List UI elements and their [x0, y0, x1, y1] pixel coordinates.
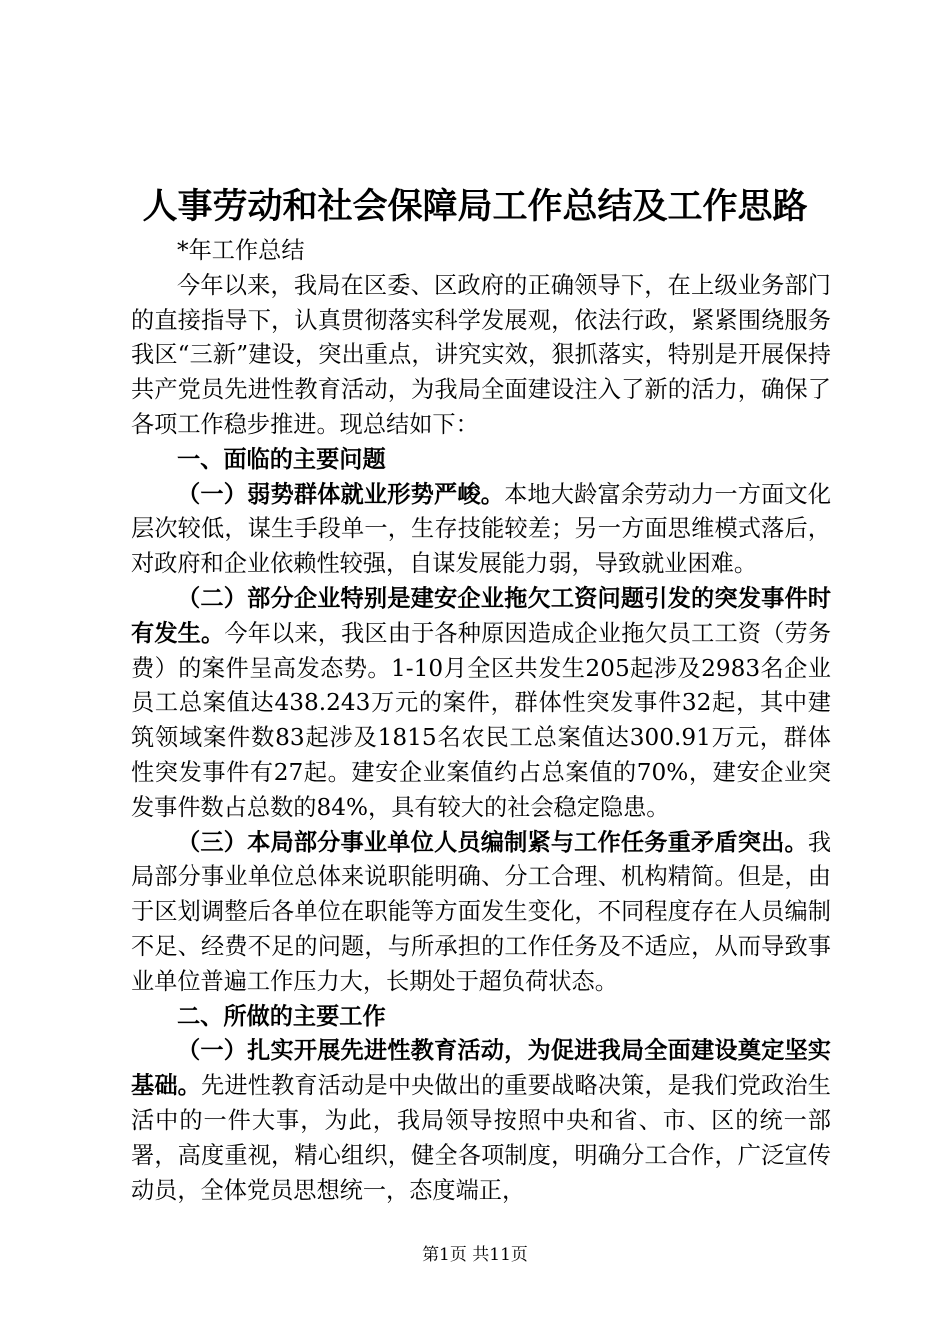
work-item-1-lead: （一）扎实开展先进性教育活动，为促进我局全面建设奠定坚实基础。 — [131, 1037, 831, 1100]
document-subtitle: *年工作总结 — [177, 237, 305, 264]
problem-item-3-text: 我局部分事业单位总体来说职能明确、分工合理、机构精简。但是，由于区划调整后各单位在职能等方面发生变化，不同程度存在人员编制不足、经费不足的问题，与所承担的工作任务及不适应，从而导致事业单位普遍工作压力大，长期处于超负荷状态。 — [131, 828, 831, 995]
document-title: 人事劳动和社会保障局工作总结及工作思路 — [142, 186, 808, 227]
section-heading-problems: 一、面临的主要问题 — [177, 445, 386, 473]
problem-item-2-lead: （二）部分企业特别是建安企业拖欠工资问题引发的突发事件时有发生。 — [131, 584, 831, 647]
work-item-1 — [131, 1034, 831, 1208]
document-body — [131, 234, 831, 1208]
problem-item-1-lead: （一）弱势群体就业形势严峻。 — [177, 480, 505, 508]
problem-item-1-text: 本地大龄富余劳动力一方面文化层次较低，谋生手段单一，生存技能较差；另一方面思维模式落后，对政府和企业依赖性较强，自谋发展能力弱，导致就业困难。 — [131, 480, 832, 578]
problem-item-3 — [131, 826, 831, 1000]
section-heading-work: 二、所做的主要工作 — [177, 1002, 386, 1030]
problem-item-2-text: 今年以来，我区由于各种原因造成企业拖欠员工工资（劳务费）的案件呈高发态势。1-10月全区共发生205起涉及2983名企业员工总案值达438.243万元的案件，群体性突发事件32起，其中建筑领域案件数83起涉及1815名农民工总案值达300.91万元，群体性突发事件有27起。建安企业案值约占总案值的70%，建安企业突发事件数占总数的84%，具有较大的社会稳定隐患。 — [131, 619, 832, 821]
intro-paragraph: 今年以来，我局在区委、区政府的正确领导下，在上级业务部门的直接指导下，认真贯彻落实科学发展观，依法行政，紧紧围绕服务我区“三新”建设，突出重点，讲究实效，狠抓落实，特别是开展保持共产党员先进性教育活动，为我局全面建设注入了新的活力，确保了各项工作稳步推进。现总结如下： — [131, 271, 831, 438]
work-item-1-text: 先进性教育活动是中央做出的重要战略决策，是我们党政治生活中的一件大事，为此，我局领导按照中央和省、市、区的统一部署，高度重视，精心组织，健全各项制度，明确分工合作，广泛宣传动员，全体党员思想统一，态度端正， — [131, 1072, 831, 1204]
problem-item-2 — [131, 582, 831, 826]
problem-item-3-lead: （三）本局部分事业单位人员编制紧与工作任务重矛盾突出。 — [177, 828, 808, 856]
problem-item-1 — [131, 478, 831, 582]
page-footer: 第1页 共11页 — [422, 1245, 528, 1265]
